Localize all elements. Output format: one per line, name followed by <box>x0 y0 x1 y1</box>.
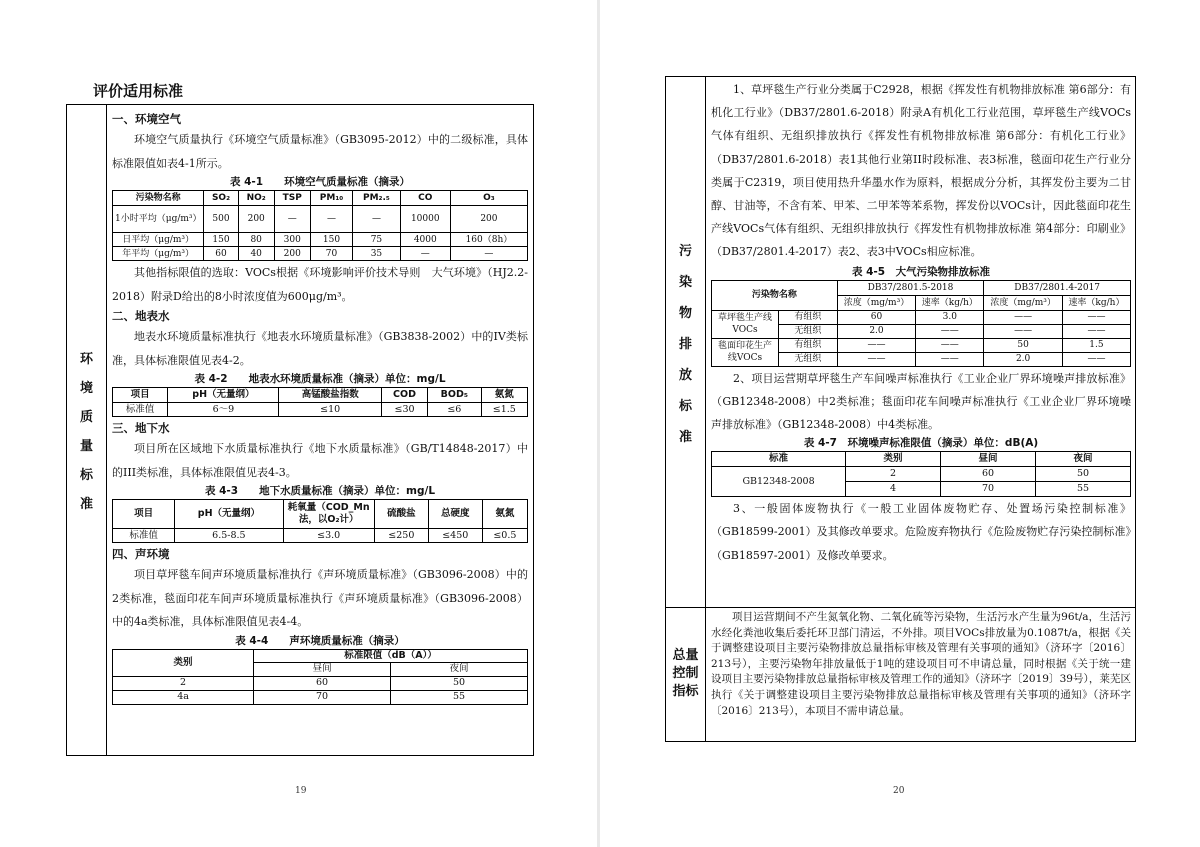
sec-title-surface-water: 二、地表水 <box>112 309 170 323</box>
label-total-control-index: 总量 控制 指标 <box>672 648 699 699</box>
label-column-total <box>666 607 706 741</box>
caption-table-4-3: 表 4-3 地下水质量标准（摘录）单位：mg/L <box>204 485 436 497</box>
standards-frame <box>66 104 534 756</box>
table-row: 2 60 50 <box>113 676 528 690</box>
table-4-1 <box>112 190 528 261</box>
caption-table-4-1: 表 4-1 环境空气质量标准（摘录） <box>229 176 411 188</box>
table-row: 无组织 2.0 —— —— —— <box>712 324 1131 338</box>
row-divider <box>666 607 1135 608</box>
sec-title-acoustic: 四、声环境 <box>112 547 170 561</box>
page-number: 19 <box>295 786 307 796</box>
page-number: 20 <box>893 786 905 796</box>
caption-table-4-4: 表 4-4 声环境质量标准（摘录） <box>235 634 405 647</box>
caption-table-4-2: 表 4-2 地表水环境质量标准（摘录）单位：mg/L <box>194 373 446 385</box>
table-row: 项目 pH（无量纲） 高锰酸盐指数 COD BOD₅ 氨氮 <box>113 388 528 403</box>
table-row: 4 70 55 <box>712 482 1131 497</box>
label-emission-standard: 污 染 物 排 放 标 准 <box>678 243 692 445</box>
page-20 <box>600 0 1200 847</box>
sec-title-groundwater: 三、地下水 <box>112 421 170 435</box>
label-column <box>67 105 107 755</box>
sec-para-groundwater: 项目所在区域地下水质量标准执行《地下水质量标准》（GB/T14848-2017）中的III类标准，具体标准限值见表4-3。 <box>112 442 528 479</box>
total-control-para: 项目运营期间不产生氮氧化物、二氧化硫等污染物，生活污水产生量为96t/a，生活污水经化粪池收集后委托环卫部门清运，不外排。项目VOCs排放量为0.1087t/a，根据《关于调整建设项目主要污染物排放总量指标审核及管理有关事项的通知》（济环字〔2016〕213号），主要污染物年排放量低于1吨的建设项目可不申请总量，同时根据《关于统一建设项目主要污染物排放总量指标审核及管理工作的通知》（济环字〔2019〕39号），莱芜区执行《关于调整建设项目主要污染物排放总量指标审核及管理有关事项的通知》（济环字〔2016〕213号），本项目不需申请总量。 <box>711 611 1131 717</box>
total-content <box>711 610 1131 741</box>
table-row: 草坪毯生产线VOCs 有组织 60 3.0 —— —— <box>712 310 1131 324</box>
table-row: 类别 标准限值（dB（A）） <box>113 649 528 662</box>
table-row: 毯面印花生产线VOCs 有组织 —— —— 50 1.5 <box>712 338 1131 352</box>
label-column-emission <box>666 77 706 607</box>
table-row: 项目 pH（无量纲） 耗氧量（COD_Mn法，以O₂计） 硫酸盐 总硬度 氨氮 <box>113 500 528 529</box>
caption-table-4-7: 表 4-7 环境噪声标准限值（摘录）单位：dB(A) <box>803 437 1039 450</box>
sec-para-air-other: 其他指标限值的选取：VOCs根据《环境影响评价技术导则 大气环境》（HJ2.2-2018）附录D给出的8小时浓度值为600μg/m³。 <box>112 266 528 303</box>
emission-para-3: 3、一般固体废物执行《一般工业固体废物贮存、处置场污染控制标准》（GB18599-2001）及其修改单要求。危险废弃物执行《危险废物贮存污染控制标准》（GB18597-2001）及修改单要求。 <box>711 502 1131 562</box>
table-row: 日平均（μg/m³） 150 80 300 150 75 4000 160（8h） <box>113 233 528 247</box>
table-row: 标准 类别 昼间 夜间 <box>712 452 1131 467</box>
emission-para-2: 2、项目运营期草坪毯生产车间噪声标准执行《工业企业厂界环境噪声排放标准》（GB12348-2008）中2类标准；毯面印花车间噪声标准执行《工业企业厂界环境噪声排放标准》（GB12348-2008）中4类标准。 <box>711 371 1131 432</box>
table-row: 1小时平均（μg/m³） 500 200 — — — 10000 200 <box>113 206 528 233</box>
table-row: 浓度（mg/m³） 速率（kg/h） 浓度（mg/m³） 速率（kg/h） <box>712 295 1131 310</box>
emission-frame <box>665 76 1136 742</box>
standards-content <box>112 105 528 755</box>
table-row: 污染物名称 SO₂ NO₂ TSP PM₁₀ PM₂.₅ CO O₃ <box>113 191 528 206</box>
label-environment-quality-standard: 环 境 质 量 标 准 <box>79 352 93 512</box>
table-4-2 <box>112 387 528 417</box>
sec-title-air: 一、环境空气 <box>112 112 181 126</box>
table-row: GB12348-2008 2 60 50 <box>712 467 1131 482</box>
emission-para-1: 1、草坪毯生产行业分类属于C2928，根据《挥发性有机物排放标准 第6部分：有机化工行业》（DB37/2801.6-2018）附录A有机化工行业范围，草坪毯生产线VOCs气体有组织、无组织排放执行《挥发性有机物排放标准 第6部分：有机化工行业》（DB37/2801.6-2018）表1其他行业第II时段标准、表3标准，毯面印花生产行业分类属于C2319，项目使用热升华墨水作为原料，根据成分分析，其挥发份主要为二甘醇、甘油等，不含有苯、甲苯、二甲苯等苯系物，挥发份以VOCs计，因此毯面印花生产线VOCs气体有组织、无组织排放执行《挥发性有机物排放标准 第4部分：印刷业》（DB37/2801.4-2017）表2、表3中VOCs相应标准。 <box>711 83 1131 259</box>
table-4-3 <box>112 499 528 543</box>
table-row: 年平均（μg/m³） 60 40 200 70 35 — — <box>113 247 528 261</box>
page-19 <box>0 0 597 847</box>
sec-para-surface-water: 地表水环境质量标准执行《地表水环境质量标准》（GB3838-2002）中的IV类标准，具体标准限值见表4-2。 <box>112 330 528 367</box>
table-row: 昼间 夜间 <box>113 662 528 676</box>
caption-table-4-5: 表 4-5 大气污染物排放标准 <box>851 265 991 278</box>
table-4-5 <box>711 280 1131 367</box>
table-4-4 <box>112 649 528 705</box>
table-row: 标准值 6～9 ≤10 ≤30 ≤6 ≤1.5 <box>113 403 528 417</box>
sec-para-acoustic: 项目草坪毯车间声环境质量标准执行《声环境质量标准》（GB3096-2008）中的2类标准，毯面印花车间声环境质量标准执行《声环境质量标准》（GB3096-2008）中的4a类标准，具体标准限值见表4-4。 <box>112 568 528 628</box>
table-row: 4a 70 55 <box>113 690 528 704</box>
table-row: 污染物名称 DB37/2801.5-2018 DB37/2801.4-2017 <box>712 280 1131 295</box>
table-row: 无组织 —— —— 2.0 —— <box>712 352 1131 366</box>
emission-content <box>711 77 1131 607</box>
section-heading: 评价适用标准 <box>93 82 184 100</box>
table-row: 标准值 6.5-8.5 ≤3.0 ≤250 ≤450 ≤0.5 <box>113 529 528 543</box>
table-4-7 <box>711 451 1131 497</box>
sec-para-air: 环境空气质量执行《环境空气质量标准》（GB3095-2012）中的二级标准，具体标准限值如表4-1所示。 <box>112 133 528 170</box>
